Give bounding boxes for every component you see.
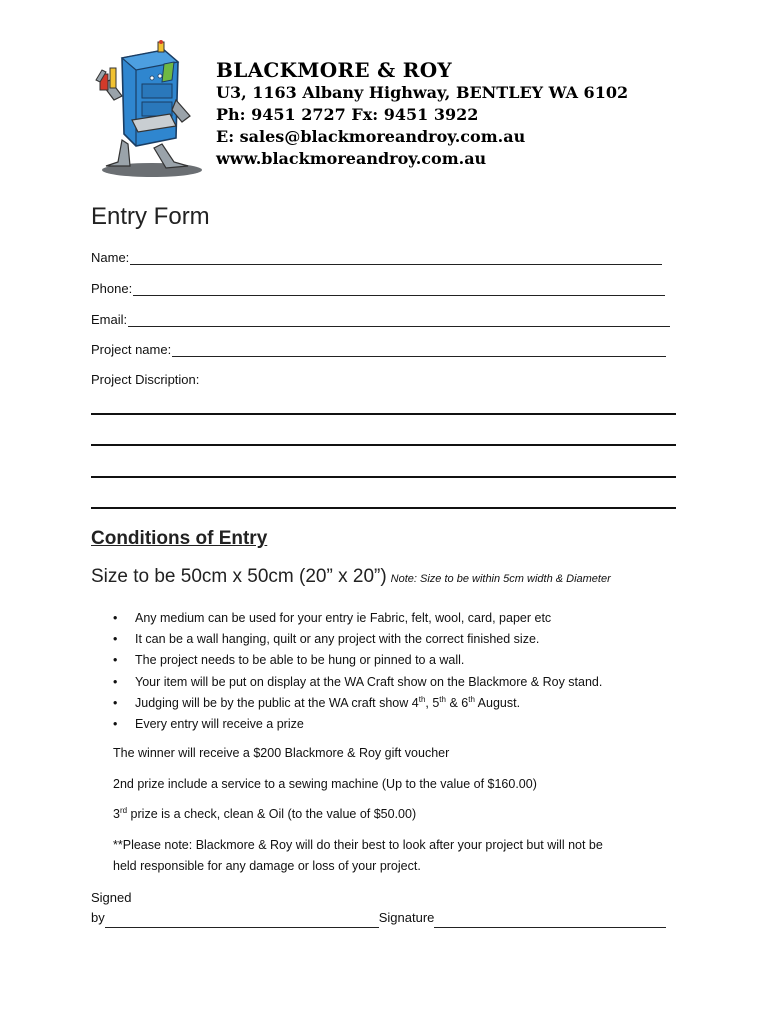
disclaimer-line-2: held responsible for any damage or loss of your project. [113, 859, 421, 873]
bullet-icon: • [113, 695, 118, 710]
description-line-1[interactable] [91, 413, 676, 415]
signature-row [91, 908, 666, 928]
list-item: • The project needs to be able to be hung or pinned to a wall. [113, 650, 602, 671]
bullet-icon: • [113, 611, 118, 625]
company-logo [92, 40, 208, 180]
company-phone-fax: Ph: 9451 2727 Fx: 9451 3922 [216, 105, 479, 124]
signed-by-line[interactable] [105, 914, 379, 928]
size-requirement [91, 566, 611, 588]
project-description-field [91, 372, 199, 387]
description-line-3[interactable] [91, 476, 676, 478]
conditions-list [113, 608, 602, 735]
description-line-4[interactable] [91, 507, 676, 509]
size-text: Size to be 50cm x 50cm (20” x 20”) [91, 566, 387, 587]
company-email: E: sales@blackmoreandroy.com.au [216, 127, 526, 146]
conditions-heading: Conditions of Entry [91, 528, 268, 549]
list-item: • Your item will be put on display at the WA Craft show on the Blackmore & Roy stand. [113, 672, 602, 693]
disclaimer-line-1: **Please note: Blackmore & Roy will do their best to look after your project but will not be [113, 838, 603, 852]
bullet-icon: • [113, 632, 118, 647]
size-note: Note: Size to be within 5cm width & Diameter [390, 573, 611, 585]
phone-line[interactable] [133, 282, 665, 296]
signature-line[interactable] [434, 914, 666, 928]
bullet-icon: • [113, 653, 118, 668]
phone-label: Phone: [91, 281, 133, 296]
company-info [216, 58, 628, 170]
email-label: Email: [91, 312, 128, 327]
signed-label: Signed [91, 890, 132, 905]
email-line[interactable] [128, 313, 670, 327]
company-address: U3, 1163 Albany Highway, BENTLEY WA 6102 [216, 83, 629, 102]
description-line-2[interactable] [91, 444, 676, 446]
form-title: Entry Form [91, 203, 210, 230]
second-prize: 2nd prize include a service to a sewing machine (Up to the value of $160.00) [113, 777, 537, 791]
list-item: • Every entry will receive a prize [113, 714, 602, 735]
signature-label: Signature [378, 910, 435, 925]
signature-section [91, 888, 666, 928]
signed-by-label: by [91, 910, 105, 925]
phone-field[interactable] [91, 281, 665, 296]
list-item [113, 693, 602, 714]
bullet-icon: • [113, 674, 118, 689]
project-name-line[interactable] [172, 343, 666, 357]
project-description-label: Project Discription: [91, 372, 200, 387]
winner-prize: The winner will receive a $200 Blackmore & Roy gift voucher [113, 746, 450, 760]
project-name-field[interactable] [91, 342, 666, 357]
list-item: • Any medium can be used for your entry ie Fabric, felt, wool, card, paper etc [113, 608, 602, 629]
email-field[interactable] [91, 312, 670, 327]
name-field[interactable] [91, 250, 662, 265]
name-line[interactable] [130, 251, 662, 265]
bullet-icon: • [113, 716, 118, 731]
company-website: www.blackmoreandroy.com.au [216, 149, 487, 168]
name-label: Name: [91, 250, 130, 265]
company-name: BLACKMORE & ROY [216, 58, 453, 82]
judging-text: Judging will be by the public at the WA craft show 4th, 5th & 6th August. [135, 694, 521, 710]
third-prize: 3rd prize is a check, clean & Oil (to the value of $50.00) [113, 805, 417, 821]
list-item: • It can be a wall hanging, quilt or any project with the correct finished size. [113, 629, 602, 650]
project-name-label: Project name: [91, 342, 172, 357]
disclaimer-note [113, 835, 603, 877]
